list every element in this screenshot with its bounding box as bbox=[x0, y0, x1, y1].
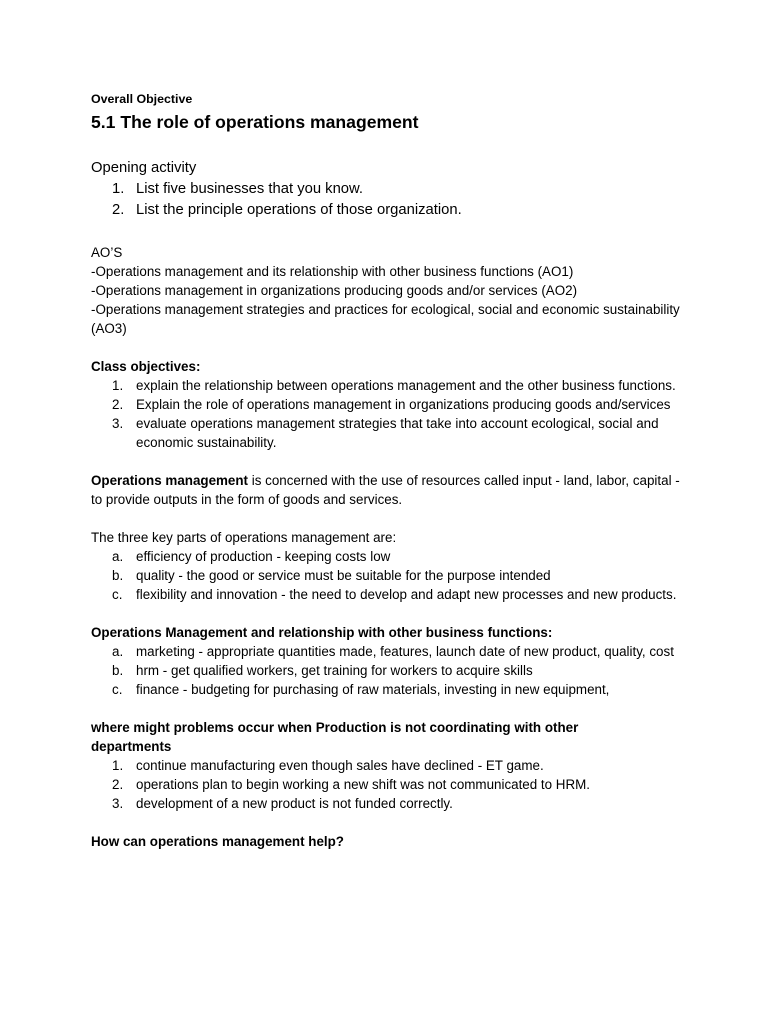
list-item bbox=[91, 661, 691, 680]
ao-line: -Operations management in organizations producing goods and/or services (AO2) bbox=[91, 283, 578, 298]
list-item bbox=[91, 547, 691, 566]
problems-heading: where might problems occur when Production is not coordinating with other departments bbox=[91, 720, 579, 754]
list-item-text: evaluate operations management strategies that take into account ecological, social and economic sustainability. bbox=[136, 416, 659, 450]
definition-term: Operations management bbox=[91, 473, 249, 488]
list-marker: a. bbox=[112, 644, 124, 659]
key-parts-intro: The three key parts of operations management are: bbox=[91, 530, 397, 545]
list-marker: 1. bbox=[112, 378, 124, 393]
aos-heading: AO’S bbox=[91, 245, 123, 260]
help-heading: How can operations management help? bbox=[91, 834, 344, 849]
list-item bbox=[91, 585, 691, 604]
class-objectives-heading: Class objectives: bbox=[91, 359, 201, 374]
list-marker: 2. bbox=[112, 777, 124, 792]
document-body bbox=[91, 91, 691, 851]
list-item-text: operations plan to begin working a new shift was not communicated to HRM. bbox=[136, 777, 591, 792]
list-item bbox=[91, 376, 691, 395]
list-item bbox=[91, 414, 691, 452]
list-marker: b. bbox=[112, 663, 124, 678]
list-marker: c. bbox=[112, 587, 123, 602]
list-item-text: hrm - get qualified workers, get training for workers to acquire skills bbox=[136, 663, 533, 678]
list-item-text: List five businesses that you know. bbox=[136, 181, 364, 197]
opening-activity-list bbox=[91, 179, 691, 221]
list-item bbox=[91, 680, 691, 699]
list-marker: a. bbox=[112, 549, 124, 564]
page-title: 5.1 The role of operations management bbox=[91, 112, 419, 132]
list-item bbox=[91, 200, 691, 221]
definition-text: is concerned with the use of resources called input - land, labor, capital - to provide outputs in the form of goods and services. bbox=[91, 473, 680, 507]
list-marker: 3. bbox=[112, 796, 124, 811]
opening-activity-heading: Opening activity bbox=[91, 160, 197, 176]
list-marker: c. bbox=[112, 682, 123, 697]
list-item-text: flexibility and innovation - the need to develop and adapt new processes and new products. bbox=[136, 587, 677, 602]
definition-paragraph bbox=[91, 471, 691, 509]
list-item-text: quality - the good or service must be suitable for the purpose intended bbox=[136, 568, 551, 583]
list-marker: 1. bbox=[112, 181, 125, 197]
list-marker: 3. bbox=[112, 416, 124, 431]
list-marker: b. bbox=[112, 568, 124, 583]
list-item bbox=[91, 794, 691, 813]
list-item bbox=[91, 566, 691, 585]
list-item-text: finance - budgeting for purchasing of raw materials, investing in new equipment, bbox=[136, 682, 610, 697]
list-item bbox=[91, 775, 691, 794]
list-item-text: marketing - appropriate quantities made, features, launch date of new product, quality, cost bbox=[136, 644, 674, 659]
list-item bbox=[91, 395, 691, 414]
list-item-text: explain the relationship between operations management and the other business functions. bbox=[136, 378, 676, 393]
list-item-text: List the principle operations of those organization. bbox=[136, 202, 462, 218]
list-item bbox=[91, 642, 691, 661]
list-item-text: development of a new product is not funded correctly. bbox=[136, 796, 453, 811]
list-marker: 2. bbox=[112, 397, 124, 412]
list-marker: 1. bbox=[112, 758, 124, 773]
relationship-heading: Operations Management and relationship with other business functions: bbox=[91, 625, 553, 640]
ao-line: -Operations management strategies and practices for ecological, social and economic sustainability (AO3) bbox=[91, 302, 680, 336]
list-marker: 2. bbox=[112, 202, 125, 218]
overall-objective-label: Overall Objective bbox=[91, 92, 193, 106]
list-item-text: Explain the role of operations management in organizations producing goods and/services bbox=[136, 397, 671, 412]
key-parts-list bbox=[91, 547, 691, 604]
list-item bbox=[91, 756, 691, 775]
list-item bbox=[91, 179, 691, 200]
list-item-text: efficiency of production - keeping costs low bbox=[136, 549, 391, 564]
problems-list bbox=[91, 756, 691, 813]
ao-line: -Operations management and its relationship with other business functions (AO1) bbox=[91, 264, 574, 279]
class-objectives-list bbox=[91, 376, 691, 452]
list-item-text: continue manufacturing even though sales have declined - ET game. bbox=[136, 758, 544, 773]
relationship-list bbox=[91, 642, 691, 699]
